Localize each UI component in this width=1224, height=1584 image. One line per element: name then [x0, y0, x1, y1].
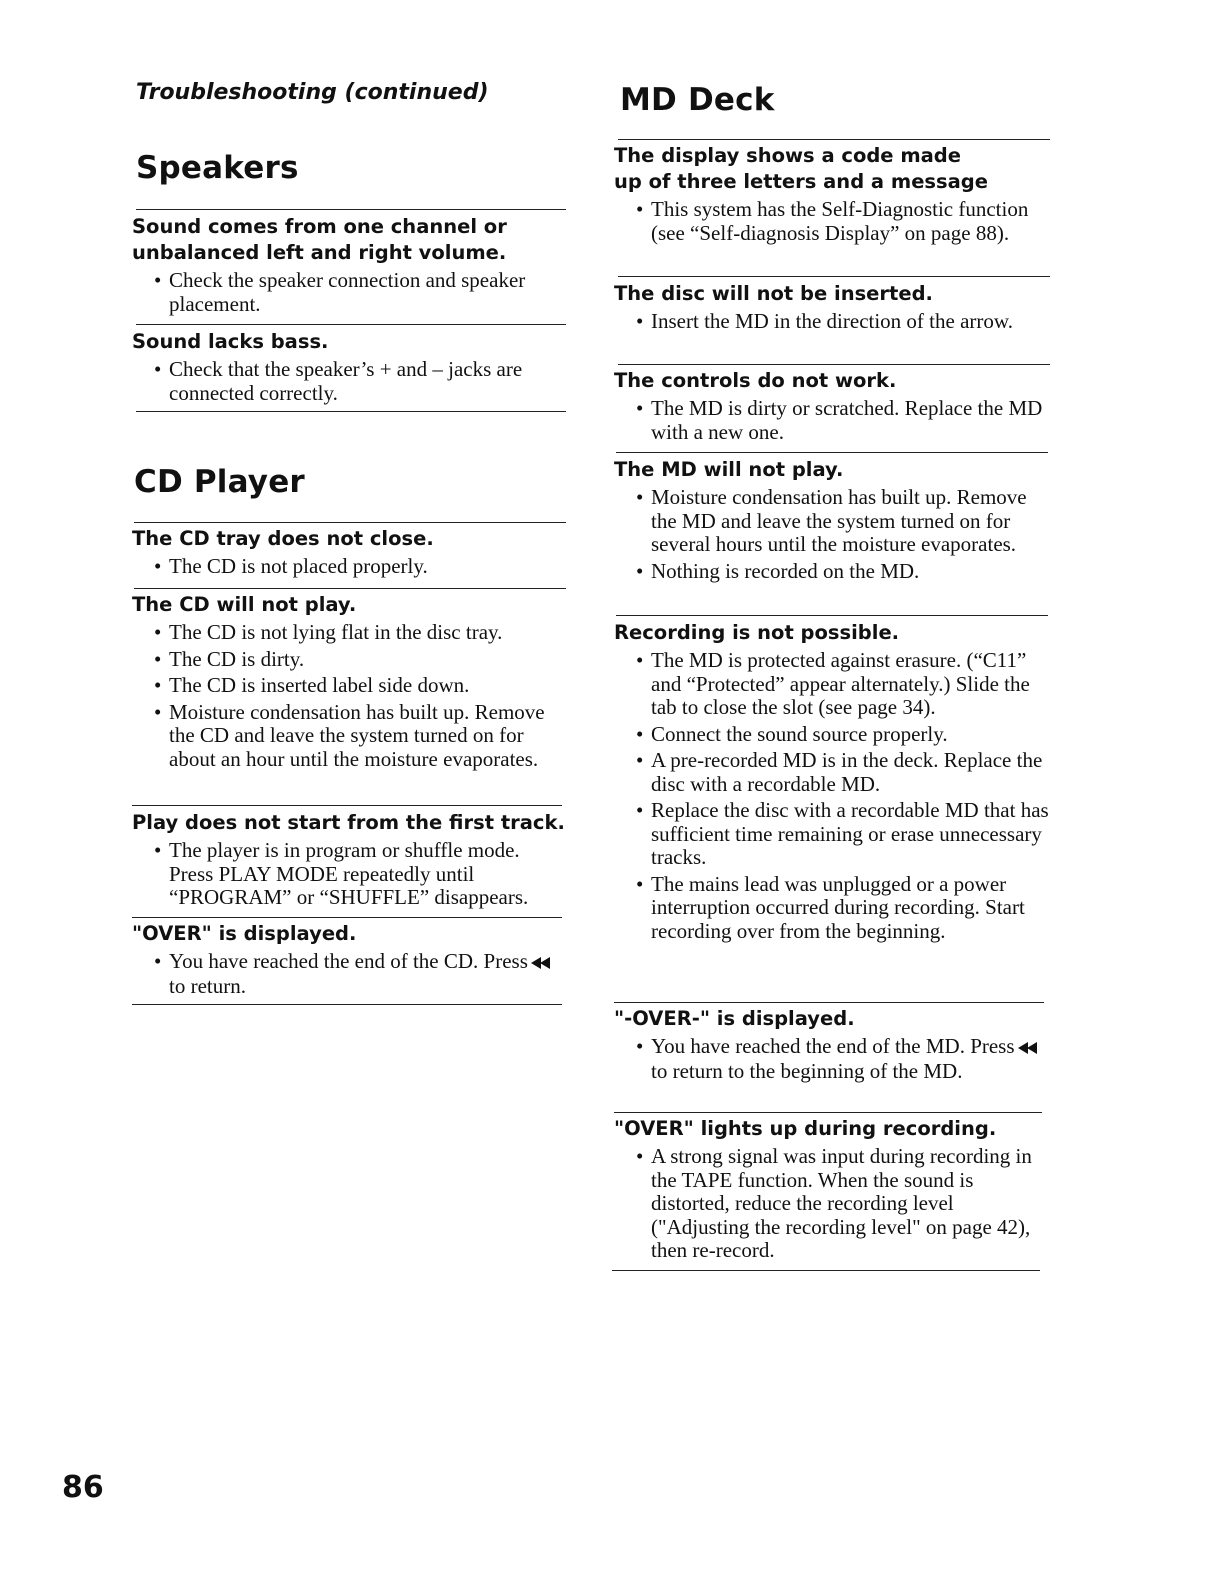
divider — [132, 917, 562, 918]
divider — [612, 1270, 1040, 1271]
issue-item — [132, 214, 566, 319]
rewind-icon — [1018, 1036, 1038, 1060]
issue-item — [614, 281, 1050, 337]
divider — [618, 276, 1050, 277]
section-title-cd-player: CD Player — [134, 464, 305, 500]
issue-question: The MD will not play. — [614, 458, 844, 481]
issue-item — [132, 592, 566, 774]
issue-question: The CD will not play. — [132, 593, 357, 616]
page-number: 86 — [62, 1470, 104, 1505]
answer-text: You have reached the end of the CD. Press — [169, 949, 528, 973]
issue-question: Play does not start from the first track. — [132, 811, 565, 834]
answer-text: to return to the beginning of the MD. — [651, 1058, 963, 1083]
answer-text: to return. — [169, 973, 246, 998]
issue-question: Sound comes from one channel or unbalanced left and right volume. — [132, 215, 507, 264]
issue-question: The display shows a code made up of three letters and a message — [614, 144, 988, 193]
issue-question: The CD tray does not close. — [132, 527, 434, 550]
issue-question: "-OVER-" is displayed. — [614, 1007, 855, 1030]
issue-answer: • The CD is inserted label side down. — [154, 674, 566, 698]
divider — [136, 209, 566, 210]
section-title-md-deck: MD Deck — [620, 82, 775, 118]
issue-answer: • Moisture condensation has built up. Remove the CD and leave the system turned on for about an hour until the moisture evaporates. — [154, 701, 566, 772]
divider — [616, 615, 1048, 616]
divider — [136, 411, 566, 412]
divider — [132, 1004, 562, 1005]
issue-item — [614, 143, 1050, 248]
issue-question: The controls do not work. — [614, 369, 897, 392]
issue-answer: • This system has the Self-Diagnostic function (see “Self-diagnosis Display” on page 88). — [636, 198, 1050, 245]
issue-question: "OVER" lights up during recording. — [614, 1117, 997, 1140]
issue-question: Sound lacks bass. — [132, 330, 329, 353]
issue-question: "OVER" is displayed. — [132, 922, 357, 945]
issue-answer: • Check the speaker connection and speaker placement. — [154, 269, 566, 316]
issue-item — [132, 329, 566, 408]
issue-item — [614, 620, 1050, 946]
issue-answer: • Moisture condensation has built up. Remove the MD and leave the system turned on for several hours until the moisture evaporates. — [636, 486, 1050, 557]
running-head: Troubleshooting (continued) — [136, 80, 489, 105]
issue-answer: • Replace the disc with a recordable MD that has sufficient time remaining or erase unnecessary tracks. — [636, 799, 1050, 870]
divider — [614, 1112, 1042, 1113]
issue-answer: • A strong signal was input during recording in the TAPE function. When the sound is distorted, reduce the recording level ("Adjusting the recording level" on page 42), then re-record. — [636, 1145, 1050, 1263]
issue-item — [614, 1116, 1050, 1266]
issue-answer: • The player is in program or shuffle mode. Press PLAY MODE repeatedly until “PROGRAM” or “SHUFFLE” disappears. — [154, 839, 566, 910]
issue-answer: • The CD is dirty. — [154, 648, 566, 672]
issue-item — [132, 810, 566, 913]
divider — [618, 364, 1050, 365]
issue-item — [614, 457, 1050, 586]
issue-answer: • The mains lead was unplugged or a power interruption occurred during recording. Start recording over from the beginning. — [636, 873, 1050, 944]
issue-item — [132, 526, 566, 582]
issue-answer: • Check that the speaker’s + and – jacks are connected correctly. — [154, 358, 566, 405]
rewind-icon — [531, 951, 551, 975]
divider — [132, 805, 562, 806]
divider — [618, 139, 1050, 140]
issue-question: Recording is not possible. — [614, 621, 900, 644]
issue-answer: • The MD is dirty or scratched. Replace the MD with a new one. — [636, 397, 1050, 444]
divider — [616, 452, 1048, 453]
issue-answer: • A pre-recorded MD is in the deck. Replace the disc with a recordable MD. — [636, 749, 1050, 796]
issue-answer: • The MD is protected against erasure. (“C11” and “Protected” appear alternately.) Slide the tab to close the slot (see page 34). — [636, 649, 1050, 720]
answer-text: You have reached the end of the MD. Press — [651, 1034, 1015, 1058]
issue-answer — [636, 1035, 1050, 1083]
section-title-speakers: Speakers — [136, 150, 299, 186]
issue-item — [614, 1006, 1050, 1086]
issue-question: The disc will not be inserted. — [614, 282, 933, 305]
issue-answer: • The CD is not lying flat in the disc tray. — [154, 621, 566, 645]
issue-answer: • Connect the sound source properly. — [636, 723, 1050, 747]
issue-answer: • The CD is not placed properly. — [154, 555, 566, 579]
issue-item — [614, 368, 1050, 447]
divider — [136, 324, 566, 325]
issue-item — [132, 921, 566, 1001]
divider — [134, 588, 566, 589]
issue-answer: • Nothing is recorded on the MD. — [636, 560, 1050, 584]
issue-answer: • Insert the MD in the direction of the arrow. — [636, 310, 1050, 334]
issue-answer — [154, 950, 566, 998]
divider — [614, 1002, 1044, 1003]
divider — [134, 522, 566, 523]
